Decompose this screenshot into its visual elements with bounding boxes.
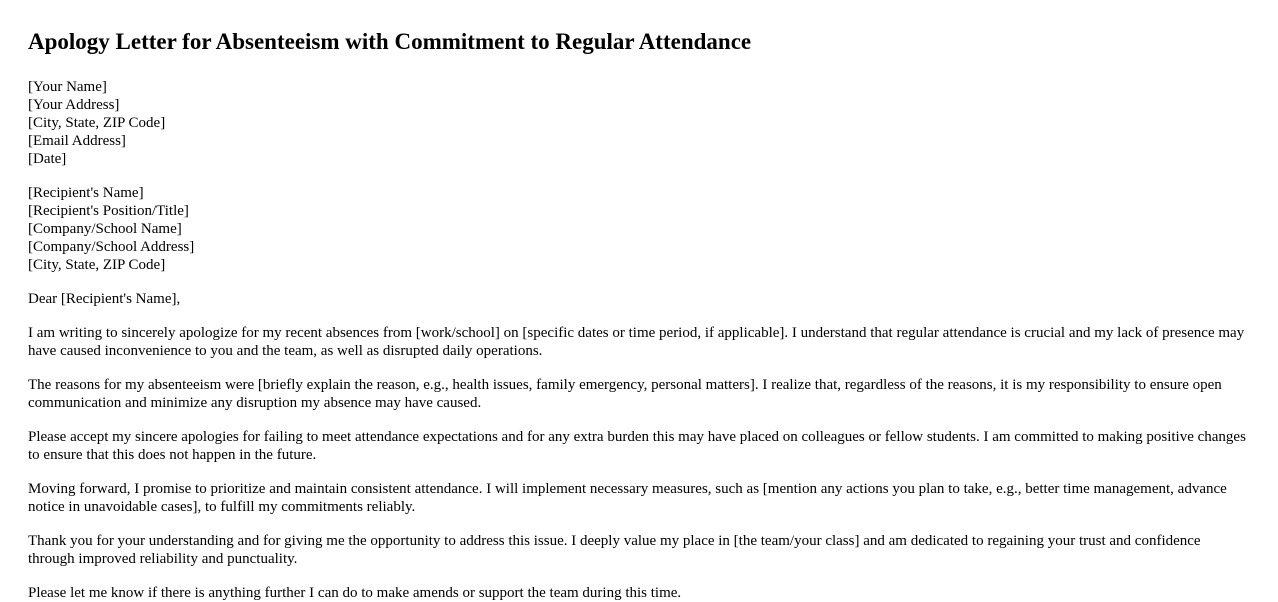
body-paragraph-commitment: Moving forward, I promise to prioritize and maintain consistent attendance. I will implement necessary measures, such as [mention any actions you plan to take, e.g., better time management, advance notice in unavoidable cases], to fulfill my commitments reliably. xyxy=(28,481,1227,515)
sender-city-state-zip: [City, State, ZIP Code] xyxy=(28,115,166,131)
recipient-city-state-zip: [City, State, ZIP Code] xyxy=(28,257,166,273)
body-paragraph-thanks: Thank you for your understanding and for giving me the opportunity to address this issue. I deeply value my place in [the team/your class] and am dedicated to regaining your trust and confidence through improved reliability and punctuality. xyxy=(28,533,1201,567)
body-paragraph-apology: I am writing to sincerely apologize for my recent absences from [work/school] on [specific dates or time period, if applicable]. I understand that regular attendance is crucial and my lack of presence may have caused inconvenience to you and the team, as well as disrupted daily operations. xyxy=(28,325,1245,359)
sender-address: [Your Address] xyxy=(28,97,120,113)
sender-email: [Email Address] xyxy=(28,133,126,149)
recipient-address: [Company/School Address] xyxy=(28,239,195,255)
page-title: Apology Letter for Absenteeism with Commitment to Regular Attendance xyxy=(28,29,752,54)
recipient-name: [Recipient's Name] xyxy=(28,185,144,201)
body-paragraph-reasons: The reasons for my absenteeism were [briefly explain the reason, e.g., health issues, family emergency, personal matters]. I realize that, regardless of the reasons, it is my responsibility to ensure open communication and minimize any disruption my absence may have caused. xyxy=(28,377,1222,411)
recipient-position: [Recipient's Position/Title] xyxy=(28,203,189,219)
recipient-organization: [Company/School Name] xyxy=(28,221,182,237)
sender-address-block xyxy=(28,78,1250,168)
salutation: Dear [Recipient's Name], xyxy=(28,291,181,307)
body-paragraph-closing-offer: Please let me know if there is anything further I can do to make amends or support the team during this time. xyxy=(28,585,682,601)
sender-name: [Your Name] xyxy=(28,79,107,95)
recipient-address-block xyxy=(28,184,1250,274)
body-paragraph-acceptance: Please accept my sincere apologies for failing to meet attendance expectations and for any extra burden this may have placed on colleagues or fellow students. I am committed to making positive changes to ensure that this does not happen in the future. xyxy=(28,429,1246,463)
letter-date: [Date] xyxy=(28,151,67,167)
